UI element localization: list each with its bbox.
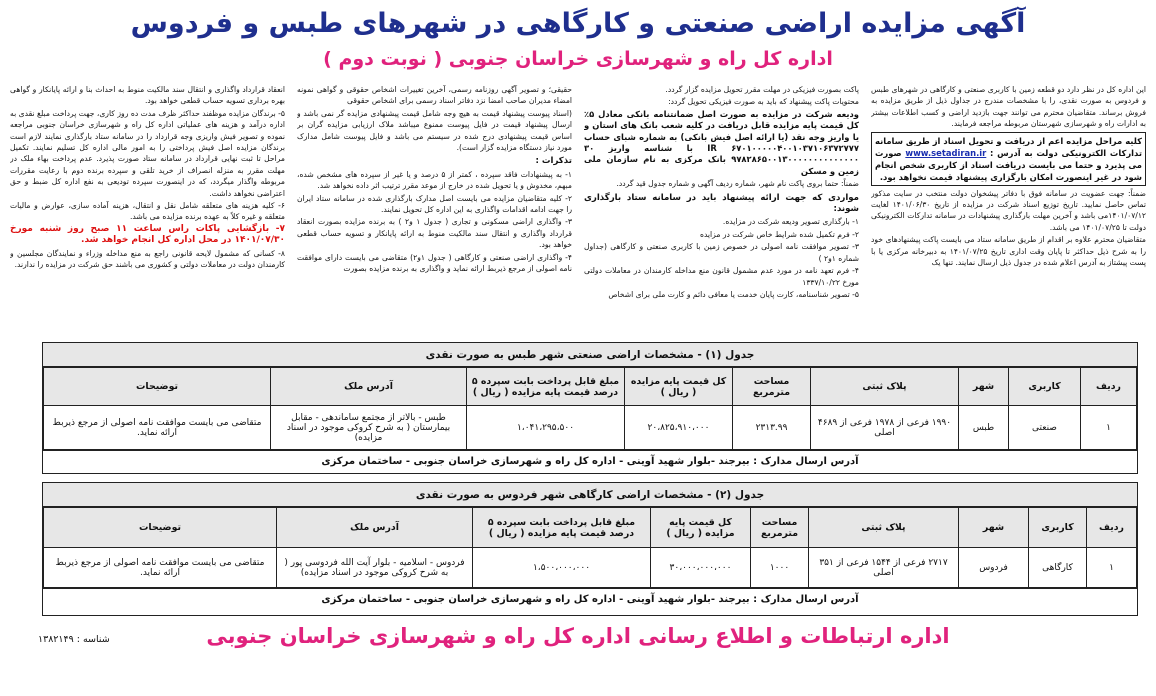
registration-plate: ۲۷۱۷ فرعی از ۱۵۴۴ فرعی از ۳۵۱ اصلی bbox=[809, 548, 959, 588]
intro-paragraph: این اداره کل در نظر دارد دو قطعه زمین با کاربری صنعتی و کارگاهی در شهرهای طبس و فردوس به صورت نقدی، را با مشخصات مندرج در جداول ذیل از طریق مزایده به فروش برساند. متقاضیان محترم می توانند جهت بازدید اراضی و کسب اطلاعات بیشتر به ادارات راه و شهرسازی شهرستان مربوطه مراجعه فرمایند. bbox=[871, 85, 1146, 129]
table-row bbox=[44, 548, 1137, 588]
column-header: مبلغ قابل پرداخت بابت سپرده ۵ درصد قیمت پایه مزایده ( ریال ) bbox=[473, 508, 651, 548]
table-ferdows bbox=[42, 482, 1138, 616]
city: فردوس bbox=[959, 548, 1029, 588]
ferdows-table bbox=[43, 507, 1137, 588]
column-header: آدرس ملک bbox=[277, 508, 473, 548]
deposit-amount: ۱،۵۰۰،۰۰۰،۰۰۰ bbox=[473, 548, 651, 588]
envelope-label-note: ضمناً: حتما بروی پاکت نام شهر، شماره ردیف آگهی و شماره جدول قید گردد. bbox=[616, 179, 859, 189]
description: متقاضی می بایست موافقت نامه اصولی از مرجع ذیربط ارائه نماید. bbox=[44, 406, 271, 450]
column-intro bbox=[871, 84, 1146, 336]
ad-id: شناسه : ۱۳۸۲۱۴۹ bbox=[38, 634, 110, 645]
column-header: توضیحات bbox=[44, 508, 277, 548]
column-header: شهر bbox=[959, 368, 1009, 406]
envelope-delivery: پاکت بصورت فیزیکی در مهلت مقرر تحویل مزایده گزار گردد. bbox=[665, 85, 859, 94]
area: ۱۰۰۰ bbox=[751, 548, 809, 588]
contract-paragraph: انعقاد قرارداد واگذاری و انتقال سند مالکیت منوط به احداث بنا و ارائه پایانکار و گواهی بهره برداری تسویه حساب قطعی خواهد بود. bbox=[10, 85, 285, 106]
column-notes bbox=[297, 84, 572, 336]
upload-item: ۲- فرم تکمیل شده شرایط خاص شرکت در مزایده bbox=[699, 229, 859, 239]
setad-note-text: کلیه مراحل مزایده اعم از دریافت و تحویل اسناد از طریق سامانه تدارکات الکترونیکی دولت به آدرس : bbox=[875, 135, 1143, 158]
notice-title: آگهی مزایده اراضی صنعتی و کارگاهی در شهرهای طبس و فردوس bbox=[130, 8, 1026, 39]
note-item: ۱- به پیشنهادات فاقد سپرده ، کمتر از ۵ درصد و یا غیر از سپرده های مشخص شده، مبهم، مخدوش و یا تحویل شده در خارج از موعد مقرر ترتیب اثر داده نخواهد شد. bbox=[297, 169, 572, 191]
city: طبس bbox=[959, 406, 1009, 450]
condition-item: ۸- کسانی که مشمول لایحه قانونی راجع به منع مداخله وزراء و نمایندگان مجلسین و کارمندان دولت در معاملات دولتی و کشوری می باشند حق شرکت در مزایده را ندارند. bbox=[10, 248, 285, 270]
column-header: پلاک ثبتی bbox=[809, 508, 959, 548]
upload-heading: مواردی که جهت ارائه پیشنهاد باید در سامانه ستاد بارگذاری شوند: bbox=[584, 192, 859, 215]
column-header: پلاک ثبتی bbox=[811, 368, 959, 406]
base-price: ۲۰،۸۲۵،۹۱۰،۰۰۰ bbox=[625, 406, 733, 450]
body-columns bbox=[10, 84, 1146, 336]
note-item: ۳- واگذاری اراضی مسکونی و تجاری ( جدول ۱ و۲ ) به برنده مزایده بصورت انعقاد قرارداد واگذاری و انتقال سند مالکیت منوط به ارائه پایانکار و تسویه حساب قطعی خواهد بود. bbox=[297, 217, 572, 250]
property-address: طبس - بالاتر از مجتمع ساماندهی - مقابل بیمارستان ( به شرح کروکی موجود در اسناد مزایده) bbox=[271, 406, 467, 450]
envelope-paragraph: متقاضیان محترم علاوه بر اقدام از طریق سامانه ستاد می بایست پاکت پیشنهادهای خود را به شرح ذیل حداکثر تا پایان وقت اداری تاریخ ۱۴۰۱/۰۷/۲۵ به دبیرخانه مرکزی یا با پست پیشتاز به آدرس اعلام شده در جدول ذیل ارسال نمایند. تنها یک bbox=[871, 235, 1146, 268]
column-envelope-contents bbox=[584, 84, 859, 336]
column-header: آدرس ملک bbox=[271, 368, 467, 406]
column-header: مساحت مترمربع bbox=[751, 508, 809, 548]
notice-subtitle: اداره کل راه و شهرسازی خراسان جنوبی ( نوبت دوم ) bbox=[323, 48, 833, 70]
column-conditions bbox=[10, 84, 285, 336]
land-use: صنعتی bbox=[1009, 406, 1081, 450]
envelope-contents-label: محتویات پاکت پیشنهاد که باید به صورت فیزیکی تحویل گردد: bbox=[668, 97, 859, 107]
deposit-paragraph: ودیعه شرکت در مزایده به صورت اصل ضمانتنامه بانکی معادل ۵٪ کل قیمت پایه مزایده قابل دریافت در کلیه شعب بانک های استان و یا واریز وجه نقد (یا ارائه اصل فیش بانکی) به شماره شبای حساب IR ۶۷۰۱۰۰۰۰۰۴۰۰۱۰۳۷۱۰۶۳۷۲۷۷۷ با شناسه واریز ۳۰ ۹۷۸۲۸۶۵۰۰۱۳۰۰۰۰۰۰۰۰۰۰۰۰۰۰ بانک مرکزی به نام سازمان ملی زمین و مسکن bbox=[584, 108, 859, 176]
description: متقاضی می بایست موافقت نامه اصولی از مرجع ذیربط ارائه نماید. bbox=[44, 548, 277, 588]
note-item: ۴- واگذاری اراضی صنعتی و کارگاهی ( جدول ۱و۲) متقاضی می بایست دارای موافقت نامه اصولی از مرجع ذیربط ارائه نماید و واگذاری به برنده مزایده بصورت bbox=[297, 252, 572, 274]
base-price: ۳۰،۰۰۰،۰۰۰،۰۰۰ bbox=[651, 548, 751, 588]
upload-item: ۱- بارگذاری تصویر ودیعه شرکت در مزایده. bbox=[722, 217, 859, 227]
opening-date-item: ۷- بازگشایی پاکات راس ساعت ۱۱ صبح روز شنبه مورخ ۱۴۰۱/۰۷/۳۰ در محل اداره کل انجام خواهد شد. bbox=[10, 223, 285, 246]
table-row bbox=[44, 406, 1137, 450]
column-header: مبلغ قابل پرداخت بابت سپرده ۵ درصد قیمت پایه مزایده ( ریال ) bbox=[467, 368, 625, 406]
mailing-address: آدرس ارسال مدارک : بیرجند -بلوار شهید آوینی - اداره کل راه و شهرسازی خراسان جنوبی - ساختمان مرکزی bbox=[43, 450, 1137, 472]
column-header: ردیف bbox=[1081, 368, 1137, 406]
registration-plate: ۱۹۹۰ فرعی از ۱۹۷۸ فرعی از ۴۶۸۹ اصلی bbox=[811, 406, 959, 450]
column-header: کل قیمت پایه مزایده ( ریال ) bbox=[625, 368, 733, 406]
column-header: کل قیمت پایه مزایده ( ریال ) bbox=[651, 508, 751, 548]
attachments-paragraph: (اسناد پیوست پیشنهاد قیمت به هیچ وجه شامل قیمت پیشنهادی مزایده گر نمی باشد و ارسال پیشنهاد قیمت در فایل پیوست ممنوع میباشد ملاک ارزیابی مزایده گران بر اساس قیمت پیشنهادی درج شده در سیستم می باشد و فایل پیوست شامل مدارک مورد نیاز دستگاه مزایده گزار است). bbox=[297, 108, 572, 153]
notes-heading: تذکرات : bbox=[535, 156, 572, 167]
column-header: کاربری bbox=[1029, 508, 1087, 548]
column-header: مساحت مترمربع bbox=[733, 368, 811, 406]
column-header: توضیحات bbox=[44, 368, 271, 406]
mailing-address: آدرس ارسال مدارک : بیرجند -بلوار شهید آوینی - اداره کل راه و شهرسازی خراسان جنوبی - ساختمان مرکزی bbox=[43, 588, 1137, 610]
tabas-table bbox=[43, 367, 1137, 450]
setad-note bbox=[871, 132, 1146, 186]
table-title: جدول (۱) - مشخصات اراضی صنعتی شهر طبس به صورت نقدی bbox=[43, 343, 1137, 367]
setad-note-text-2: صورت می پذیرد و حتما می بایست دریافت اسناد از کاربری شخص انجام شود در غیر اینصورت امکان بارگزاری پیشنهاد قیمت نخواهد بود. bbox=[875, 147, 1142, 182]
condition-item: ۵- برندگان مزایده موظفند حداکثر ظرف مدت ده روز کاری، جهت پرداخت مبلغ نقدی به اداره درآمد و هزینه های عملیاتی اداره کل راه و شهرسازی خراسان جنوبی مراجعه نموده و تصویر فیش واریزی وجه قرارداد را در سامانه ستاد بارگذاری نمایند لازم است برندگان مزایده اصل فیش پرداختی را به امور مالی اداره کل تسلیم نمایند. تکمیل مراحل تا ثبت نهایی قرارداد در سامانه ستاد صورت پذیرد. عدم پرداخت بهاء ملک در مهلت مقرر به منزله انصراف از خرید تلقی و سپرده برنده دوم با رعایت مقررات مربوطه واگذار میگردد، که در اینصورت سپرده تودیعی به نفع اداره کل ضبط و حق اعتراضی نخواهد داشت. bbox=[10, 108, 285, 198]
column-header: کاربری bbox=[1009, 368, 1081, 406]
column-header: ردیف bbox=[1087, 508, 1137, 548]
area: ۲۳۱۳.۹۹ bbox=[733, 406, 811, 450]
publisher-org: اداره ارتباطات و اطلاع رسانی اداره کل راه و شهرسازی خراسان جنوبی bbox=[206, 624, 950, 648]
upload-item: ۵- تصویر شناسنامه، کارت پایان خدمت یا معافی دائم و کارت ملی برای اشخاص bbox=[608, 289, 859, 299]
row-number: ۱ bbox=[1081, 406, 1137, 450]
table-tabas bbox=[42, 342, 1138, 474]
legal-docs-paragraph: حقیقی؛ و تصویر آگهی روزنامه رسمی، آخرین تغییرات اشخاص حقوقی و گواهی نمونه امضاء مدیران صاحب امضا نزد دفاتر اسناد رسمی برای اشخاص حقوقی bbox=[297, 85, 572, 106]
upload-item: ۳- تصویر موافقت نامه اصولی در خصوص زمین با کاربری صنعتی و کارگاهی (جداول شماره ۱و۲ ) bbox=[584, 242, 859, 263]
deposit-amount: ۱،۰۴۱،۲۹۵،۵۰۰ bbox=[467, 406, 625, 450]
property-address: فردوس - اسلامیه - بلوار آیت الله فردوسی پور ( به شرح کروکی موجود در اسناد مزایده) bbox=[277, 548, 473, 588]
membership-paragraph: ضمناً: جهت عضویت در سامانه فوق با دفاتر پیشخوان دولت منتخب در سایت مذکور تماس حاصل نمایید. تاریخ توزیع اسناد شرکت در مزایده از تاریخ ۱۴۰۱/۰۶/۳۰ لغایت ۱۴۰۱/۰۷/۱۲می باشد و آخرین مهلت بارگذاری پیشنهادات در سامانه تدارکات الکترونیکی دولت تا ۱۴۰۱/۰۷/۲۵ می باشد. bbox=[871, 188, 1146, 232]
table-title: جدول (۲) - مشخصات اراضی کارگاهی شهر فردوس به صورت نقدی bbox=[43, 483, 1137, 507]
column-header: شهر bbox=[959, 508, 1029, 548]
row-number: ۱ bbox=[1087, 548, 1137, 588]
land-use: کارگاهی bbox=[1029, 548, 1087, 588]
setad-link[interactable]: www.setadiran.ir bbox=[905, 147, 987, 158]
condition-item: ۶- کلیه هزینه های متعلقه شامل نقل و انتقال، هزینه آماده سازی، عوارض و مالیات متعلقه و غیره کلاً به عهده برنده مزایده می باشد. bbox=[10, 201, 285, 222]
upload-item: ۴- فرم تعهد نامه در مورد عدم مشمول قانون منع مداخله کارمندان در معاملات دولتی مورخ ۱۳۳۷/۱۰/۲۲ bbox=[584, 266, 859, 287]
note-item: ۲- کلیه متقاضیان مزایده می بایست اصل مدارک بارگذاری شده در سامانه ستاد ایران را جهت ادامه اقدامات واگذاری به این اداره کل تحویل نمایند. bbox=[297, 193, 572, 215]
